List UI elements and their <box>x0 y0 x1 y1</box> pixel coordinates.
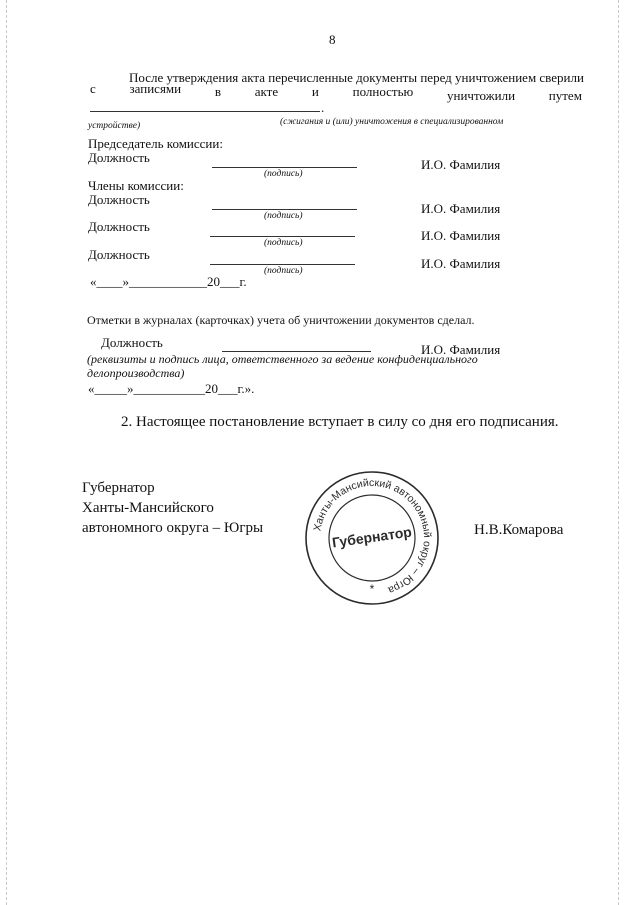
para1-line2 <box>90 81 582 103</box>
responsible-caption-line2: делопроизводства) <box>87 366 185 380</box>
member2-name: И.О. Фамилия <box>421 228 501 243</box>
date-line-1: «____»____________20___г. <box>90 274 247 289</box>
member1-signature-caption: (подпись) <box>264 211 303 221</box>
member2-position: Должность <box>88 219 150 234</box>
chair-signature-caption: (подпись) <box>264 169 303 179</box>
member2-signature-line <box>210 236 355 237</box>
signatory-title-line1: Губернатор <box>82 480 155 496</box>
member3-signature-caption: (подпись) <box>264 266 303 276</box>
member2-signature-caption: (подпись) <box>264 238 303 248</box>
member1-position: Должность <box>88 192 150 207</box>
para1-word: уничтожили <box>447 88 516 103</box>
page-number: 8 <box>329 32 336 47</box>
member3-name: И.О. Фамилия <box>421 256 501 271</box>
signatory-title-line2: Ханты-Мансийского <box>82 500 214 516</box>
chair-signature-line <box>212 167 357 168</box>
method-caption: (сжигания и (или) уничтожения в специализированном <box>280 117 504 127</box>
para1-line1: После утверждения акта перечисленные документы перед уничтожением сверили <box>129 70 584 85</box>
responsible-caption-line1: (реквизиты и подпись лица, ответственного за ведение конфиденциального <box>87 352 478 366</box>
method-caption-cont: устройстве) <box>88 121 141 131</box>
para1-line2-end: . <box>321 100 325 115</box>
member1-signature-line <box>212 209 357 210</box>
para1-word: в <box>214 84 222 99</box>
seal-center-text: Губернатор <box>331 523 413 551</box>
date-line-2: «_____»___________20___г.». <box>88 381 255 396</box>
responsible-position: Должность <box>101 335 163 350</box>
member1-name: И.О. Фамилия <box>421 201 501 216</box>
signatory-title-line3: автономного округа – Югры <box>82 520 264 536</box>
responsible-name: И.О. Фамилия <box>421 342 501 357</box>
para1-word: акте <box>254 84 279 99</box>
seal-star: * <box>369 582 375 596</box>
para1-word: и <box>311 84 319 99</box>
para1-word: полностью <box>352 84 414 99</box>
chair-position: Должность <box>88 150 150 165</box>
method-blank-line <box>90 111 320 112</box>
member3-position: Должность <box>88 247 150 262</box>
member3-signature-line <box>210 264 355 265</box>
para1-word: с <box>90 81 96 96</box>
chair-name: И.О. Фамилия <box>421 157 501 172</box>
members-label: Члены комиссии: <box>88 178 184 193</box>
official-seal <box>303 469 441 607</box>
scan-edge-right <box>618 0 619 905</box>
para1-word: записями <box>129 81 182 96</box>
seal-ring-text: Ханты-Мансийский автономный округ – Югра <box>311 476 434 597</box>
clause-2: 2. Настоящее постановление вступает в силу со дня его подписания. <box>121 414 559 430</box>
para1-word: путем <box>548 88 582 103</box>
scan-edge-left <box>6 0 7 905</box>
journal-note: Отметки в журналах (карточках) учета об уничтожении документов сделал. <box>87 313 475 327</box>
chair-label: Председатель комиссии: <box>88 136 223 151</box>
signatory-name: Н.В.Комарова <box>474 522 564 538</box>
